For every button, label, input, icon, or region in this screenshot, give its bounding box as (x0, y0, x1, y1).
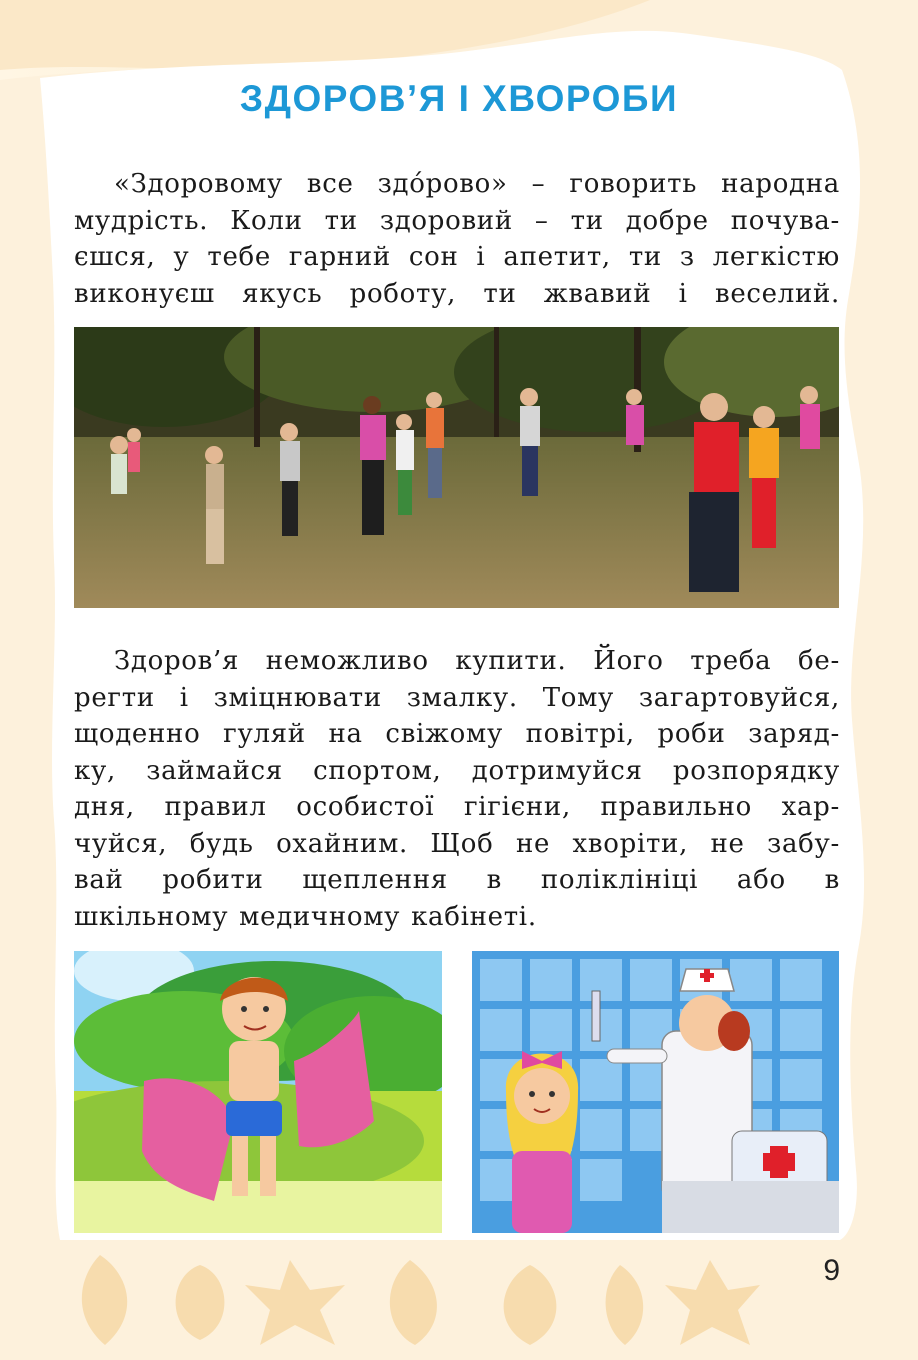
paragraph-line: «Здоровому все здо́рово» – говорить народна (114, 169, 840, 199)
paragraph-line: єшся, у тебе гарний сон і апетит, ти з легкістю (74, 242, 840, 272)
children-playing-photo (74, 327, 839, 608)
leaf-icon (176, 1265, 225, 1340)
paragraph-line: щоденно гуляй на свіжому повітрі, роби заряд- (74, 719, 840, 749)
paragraph-line: дня, правил особистої гігієни, правильно хар- (74, 792, 840, 822)
leaf-icon (82, 1255, 127, 1345)
paragraph-line: виконуєш якусь роботу, ти жвавий і веселий. (74, 278, 840, 309)
leaf-icon (390, 1260, 437, 1345)
boy-with-towel-illustration (74, 951, 442, 1233)
health-paragraph (74, 643, 840, 935)
paragraph-line: шкільному медичному кабінеті. (74, 901, 537, 932)
maple-leaf-icon (665, 1260, 760, 1345)
leaf-icon (504, 1265, 557, 1345)
nurse-and-girl-illustration (472, 951, 839, 1233)
paragraph-line: мудрість. Коли ти здоровий – ти добре почува- (74, 205, 840, 236)
leaf-icon (606, 1265, 644, 1345)
paragraph-line: чуйся, будь охайним. Щоб не хворіти, не забу- (74, 828, 840, 859)
intro-paragraph (74, 166, 840, 312)
maple-leaf-icon (245, 1260, 345, 1345)
page-number: 9 (823, 1254, 840, 1287)
leaves-decoration (60, 1245, 780, 1355)
page-title: ЗДОРОВ’Я І ХВОРОБИ (239, 78, 679, 119)
paragraph-line: регти і зміцнювати змалку. Тому загартовуйся, (74, 682, 840, 713)
paragraph-line: ку, займайся спортом, дотримуйся розпорядку (74, 755, 840, 786)
paragraph-line: вай робити щеплення в поліклініці або в (74, 865, 840, 895)
paragraph-line: Здоров’я неможливо купити. Його треба бе- (114, 646, 840, 676)
